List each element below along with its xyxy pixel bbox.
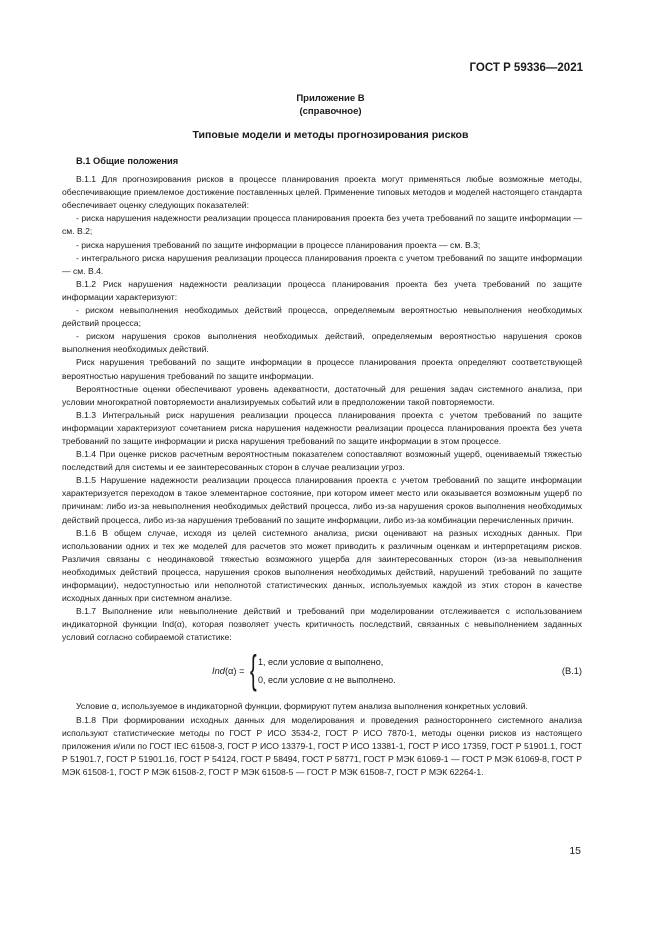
formula-equals: = <box>236 666 245 677</box>
formula-case-2: 0, если условие α не выполнено. <box>258 675 396 686</box>
annex-status: (справочное) <box>299 106 362 117</box>
formula-case-1: 1, если условие α выполнено, <box>258 657 384 668</box>
formula-lhs <box>212 665 245 678</box>
formula-number: (В.1) <box>561 666 582 677</box>
paragraph: Вероятностные оценки обеспечивают уровень адекватности, достаточный для решения задач системного анализа, при условии многократной повторяемости анализируемых событий или в предположении такой повторяемости. <box>62 383 582 407</box>
list-item: - риском невыполнения необходимых действий процесса, определяемым вероятностью невыполнения необходимых действий процесса; <box>62 305 582 329</box>
page-number: 15 <box>569 845 581 857</box>
list-item: - риском нарушения сроков выполнения необходимых действий, определяемым вероятностью нарушения сроков выполнения необходимых действий. <box>62 331 582 355</box>
brace-icon: { <box>250 648 257 693</box>
paragraph-b1-8: В.1.8 При формировании исходных данных для моделирования и проведения разностороннего системного анализа используют статистические методы по ГОСТ Р ИСО 3534-2, ГОСТ Р ИСО 7870-1, методы оценки рисков из настоящего приложения и/или по ГОСТ IEC 61508-3, ГОСТ Р ИСО 13379-1, ГОСТ Р ИСО 13381-1, ГОСТ Р ИСО 17359, ГОСТ Р 51901.1, ГОСТ Р 51901.7, ГОСТ Р 51901.16, ГОСТ Р 54124, ГОСТ Р 58494, ГОСТ Р 58771, ГОСТ Р МЭК 61069-1 — ГОСТ Р МЭК 61069-8, ГОСТ Р МЭК 61508-1, ГОСТ Р МЭК 61508-2, ГОСТ Р МЭК 61508-5 — ГОСТ Р МЭК 61508-7, ГОСТ Р МЭК 62264-1. <box>62 714 582 777</box>
paragraph: Риск нарушения требований по защите информации в процессе планирования проекта определяют соответствующей вероятностью нарушения требований по защите информации. <box>62 357 582 381</box>
annex-heading <box>0 92 661 118</box>
formula-function: Ind <box>212 666 225 677</box>
formula-argument: (α) <box>224 666 237 677</box>
document-title: Типовые модели и методы прогнозирования рисков <box>192 129 469 141</box>
formula-b1 <box>62 648 582 694</box>
list-item: - интегрального риска нарушения реализации процесса планирования проекта с учетом требований по защите информации — см. В.4. <box>62 252 582 276</box>
paragraph-b1-1: В.1.1 Для прогнозирования рисков в процессе планирования проекта могут применяться любые возможные методы, обеспечивающие приемлемое достижение поставленных целей. Применение типовых методов и моделей настоящего стандарта обеспечивает оценку следующих показателей: <box>62 174 582 211</box>
paragraph-condition: Условие α, используемое в индикаторной функции, формируют путем анализа выполнения конкретных условий. <box>76 701 528 712</box>
section-heading: В.1 Общие положения <box>76 156 179 166</box>
paragraph-b1-3: В.1.3 Интегральный риск нарушения реализации процесса планирования проекта с учетом требований по защите информации характеризуют сочетанием риска нарушения надежности реализации процесса планирования проекта без учета требований по защите информации и риска нарушения требований по защите информации в этом процессе. <box>62 409 582 446</box>
paragraph-b1-6: В.1.6 В общем случае, исходя из целей системного анализа, риски оценивают на разных исходных данных. При использовании одних и тех же моделей для расчетов это может приводить к различным оценкам и интерпретациям рисков. Различия связаны с неодинаковой тяжестью возможного ущерба для заинтересованных сторон (из-за невыполнения необходимых действий процесса, нарушения сроков выполнения необходимых действий, нарушений требований по защите информации), недоступностью или неполнотой статистических данных, используемых каждой из этих сторон в качестве исходных данных при системном анализе. <box>62 527 582 604</box>
annex-title: Приложение В <box>296 93 365 104</box>
paragraph-b1-7: В.1.7 Выполнение или невыполнение действий и требований при моделировании отслеживается с использованием индикаторной функции Ind(α), которая позволяет учесть критичность последствий, связанных с невыполнением заданных условий согласно собираемой статистике: <box>62 606 582 643</box>
list-item: - риска нарушения надежности реализации процесса планирования проекта без учета требований по защите информации — см. В.2; <box>62 213 582 237</box>
paragraph-b1-2: В.1.2 Риск нарушения надежности реализации процесса планирования проекта без учета требований по защите информации характеризуют: <box>62 278 582 302</box>
standard-code: ГОСТ Р 59336—2021 <box>469 62 583 74</box>
paragraph-b1-5: В.1.5 Нарушение надежности реализации процесса планирования проекта с учетом требований по защите информации характеризуется переходом в такое элементарное состояние, при котором имеет место или оказывается возможным ущерб по причинам: либо из-за невыполнения необходимых действий процесса, либо из-за нарушения сроков выполнения необходимых действий процесса, либо из-за нарушения требований по защите информации, либо из-за комбинации перечисленных причин. <box>62 475 582 525</box>
list-item: - риска нарушения требований по защите информации в процессе планирования проекта — см. В.3; <box>76 239 481 250</box>
document-body <box>62 155 582 779</box>
paragraph-b1-4: В.1.4 При оценке рисков расчетным вероятностным показателем сопоставляют возможный ущерб, оцениваемый тяжестью последствий для системы и ее заинтересованных сторон в случае реализации угроз. <box>62 449 582 473</box>
